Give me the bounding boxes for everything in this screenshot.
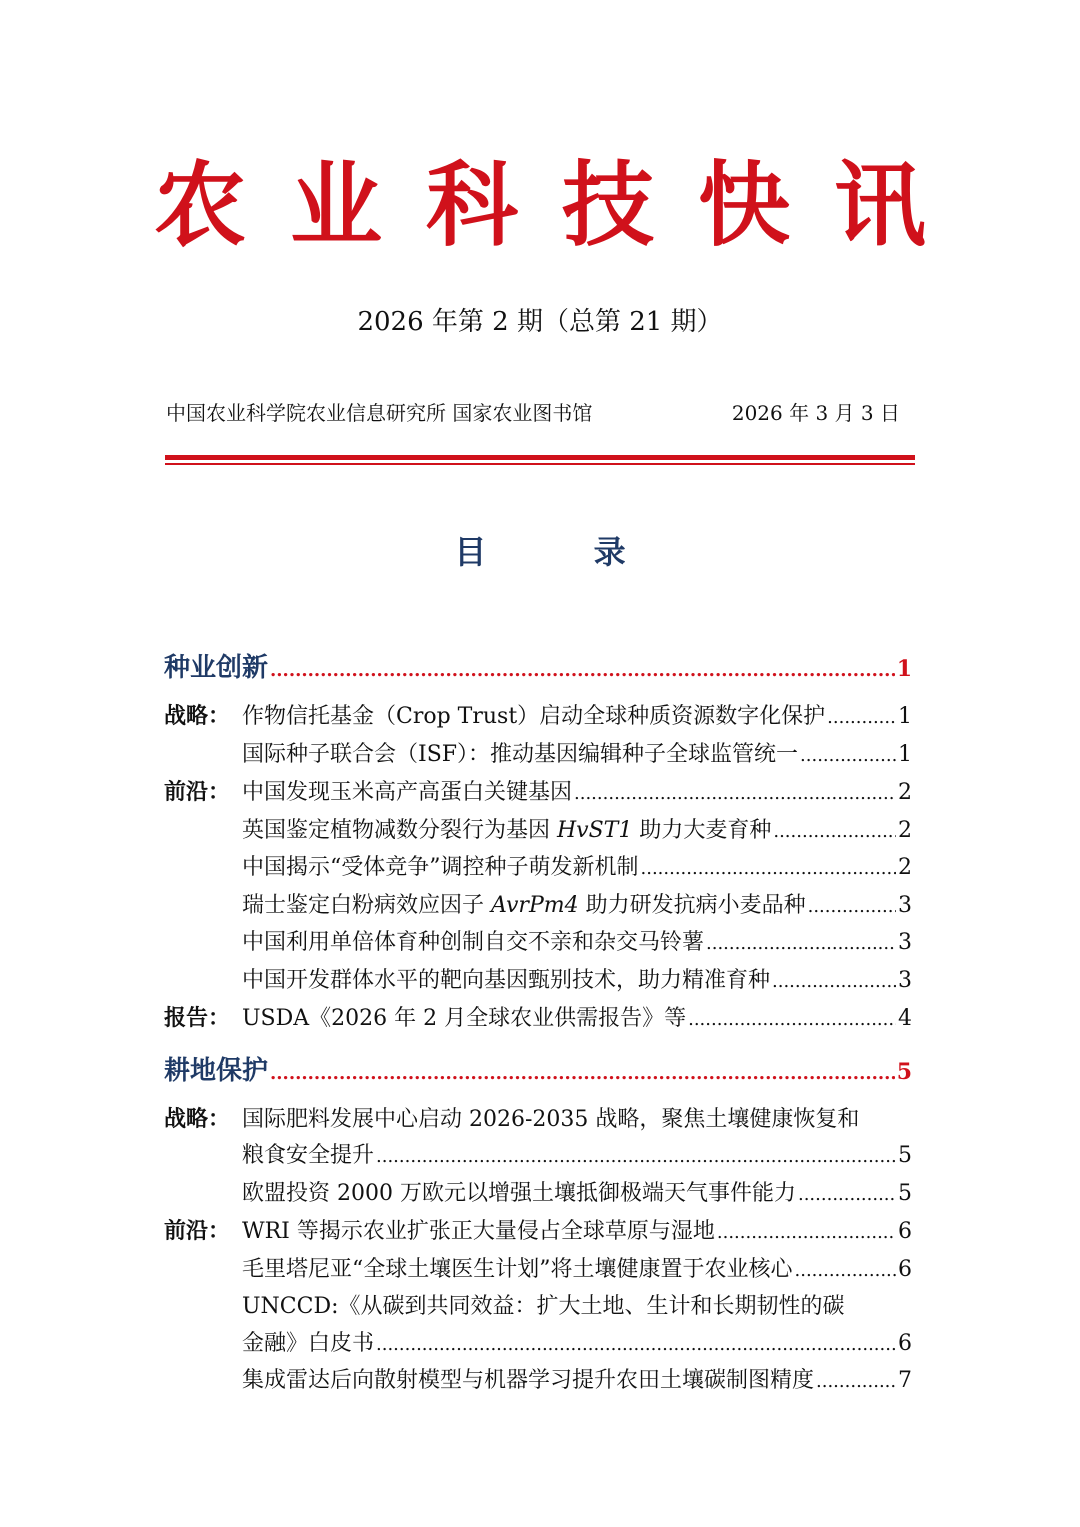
entry-text: UNCCD:《从碳到共同效益：扩大土地、生计和长期韧性的碳 <box>242 1294 845 1319</box>
publisher: 中国农业科学院农业信息研究所 国家农业图书馆 <box>166 401 593 425</box>
dot-leader <box>706 926 896 963</box>
header-rule-thin <box>165 463 915 465</box>
toc-entry[interactable] <box>164 850 912 888</box>
dot-leader <box>816 1364 896 1401</box>
entry-text: USDA《2026 年 2 月全球农业供需报告》等 <box>242 1006 687 1031</box>
entry-page: 3 <box>898 967 912 993</box>
toc-entry[interactable] <box>164 925 912 963</box>
entry-page: 6 <box>898 1219 912 1244</box>
entry-page: 2 <box>898 855 912 880</box>
publication-date: 2026 年 3 月 3 日 <box>731 401 900 425</box>
entry-text: 欧盟投资 2000 万欧元以增强土壤抵御极端天气事件能力 <box>242 1180 796 1206</box>
entry-page: 3 <box>898 892 912 918</box>
dot-leader <box>688 1002 896 1039</box>
section-title: 耕地保护 <box>164 1055 269 1086</box>
toc-entry[interactable] <box>164 1138 912 1176</box>
dot-leader <box>795 1253 897 1290</box>
entry-text: 毛里塔尼亚“全球土壤医生计划”将土壤健康置于农业核心 <box>242 1256 793 1282</box>
toc-entry[interactable] <box>164 737 912 775</box>
entry-text: 国际种子联合会（ISF）：推动基因编辑种子全球监管统一 <box>242 741 799 767</box>
toc-title: 目 录 <box>454 533 674 571</box>
dot-leader <box>798 1177 896 1214</box>
masthead-title: 农业科技快讯 <box>153 151 970 259</box>
entry-text: 中国开发群体水平的靶向基因甄别技术，助力精准育种 <box>242 967 771 993</box>
entry-text: 金融》白皮书 <box>242 1330 375 1356</box>
entry-text-b: 助力大麦育种 <box>632 817 772 843</box>
toc-entry[interactable] <box>164 1326 912 1364</box>
dot-leader <box>641 851 897 888</box>
entry-category: 战略： <box>164 703 231 729</box>
toc-entry[interactable] <box>164 888 912 926</box>
entry-page: 5 <box>898 1143 912 1168</box>
entry-text: 中国利用单倍体育种创制自交不亲和杂交马铃薯 <box>242 930 705 955</box>
dot-leader <box>773 814 896 851</box>
section-title: 种业创新 <box>164 653 269 683</box>
entry-page: 2 <box>898 817 912 843</box>
toc-entry-line1[interactable] <box>164 1289 912 1326</box>
entry-page: 6 <box>898 1256 912 1282</box>
entry-text-a: 瑞士鉴定白粉病效应因子 <box>242 892 491 918</box>
dot-leader <box>827 700 896 737</box>
dot-leader <box>574 776 896 813</box>
entry-text: 国际肥料发展中心启动 2026-2035 战略，聚焦土壤健康恢复和 <box>242 1106 860 1132</box>
toc-entry[interactable] <box>164 1252 912 1290</box>
entry-category: 报告： <box>164 1005 231 1031</box>
entry-text: 集成雷达后向散射模型与机器学习提升农田土壤碳制图精度 <box>242 1368 815 1393</box>
toc-section-seed-industry[interactable] <box>164 646 912 690</box>
entry-text-a: 英国鉴定植物减数分裂行为基因 <box>242 817 557 843</box>
entry-page: 6 <box>898 1330 912 1356</box>
entry-category: 前沿： <box>164 779 231 805</box>
dot-leader <box>376 1139 896 1176</box>
toc-entry[interactable] <box>164 1213 912 1252</box>
entry-page: 5 <box>898 1180 912 1206</box>
dot-leader <box>772 964 896 1001</box>
toc-entry[interactable] <box>164 813 912 851</box>
entry-text <box>242 888 806 925</box>
dot-leader <box>717 1215 896 1252</box>
dot-leader <box>800 738 896 775</box>
toc-entry[interactable] <box>164 1176 912 1214</box>
entry-text: 中国揭示“受体竞争”调控种子萌发新机制 <box>242 855 639 880</box>
toc-entry[interactable] <box>164 1000 912 1039</box>
entry-page: 1 <box>898 741 912 767</box>
toc-section-farmland-protection[interactable] <box>164 1049 912 1093</box>
entry-page: 4 <box>898 1006 912 1031</box>
entry-text: 作物信托基金（Crop Trust）启动全球种质资源数字化保护 <box>242 704 826 729</box>
header-rule-thick <box>165 455 915 460</box>
issue-number: 2026 年第 2 期（总第 21 期） <box>357 307 723 337</box>
toc-entry[interactable] <box>164 774 912 813</box>
entry-category: 前沿： <box>164 1218 231 1244</box>
toc-entry[interactable] <box>164 1363 912 1401</box>
section-page: 5 <box>896 1058 912 1085</box>
entry-text-b: 助力研发抗病小麦品种 <box>578 892 806 918</box>
table-of-contents <box>164 646 912 1401</box>
section-page: 1 <box>896 656 912 682</box>
dot-leader <box>376 1327 896 1364</box>
entry-text: 粮食安全提升 <box>242 1143 375 1168</box>
dot-leader <box>808 889 896 926</box>
toc-entry[interactable] <box>164 698 912 737</box>
toc-entry-line1[interactable] <box>164 1101 912 1139</box>
entry-category: 战略： <box>164 1105 231 1132</box>
entry-page: 7 <box>898 1368 912 1393</box>
gene-name: HvST1 <box>557 817 633 843</box>
dot-leader <box>270 649 895 693</box>
entry-page: 1 <box>898 704 912 729</box>
entry-text: WRI 等揭示农业扩张正大量侵占全球草原与湿地 <box>242 1219 715 1244</box>
entry-text <box>242 813 771 850</box>
entry-page: 2 <box>898 780 912 805</box>
dot-leader <box>270 1052 895 1096</box>
gene-name: AvrPm4 <box>491 892 579 918</box>
toc-entry[interactable] <box>164 963 912 1001</box>
entry-text: 中国发现玉米高产高蛋白关键基因 <box>242 780 573 805</box>
entry-page: 3 <box>898 930 912 955</box>
